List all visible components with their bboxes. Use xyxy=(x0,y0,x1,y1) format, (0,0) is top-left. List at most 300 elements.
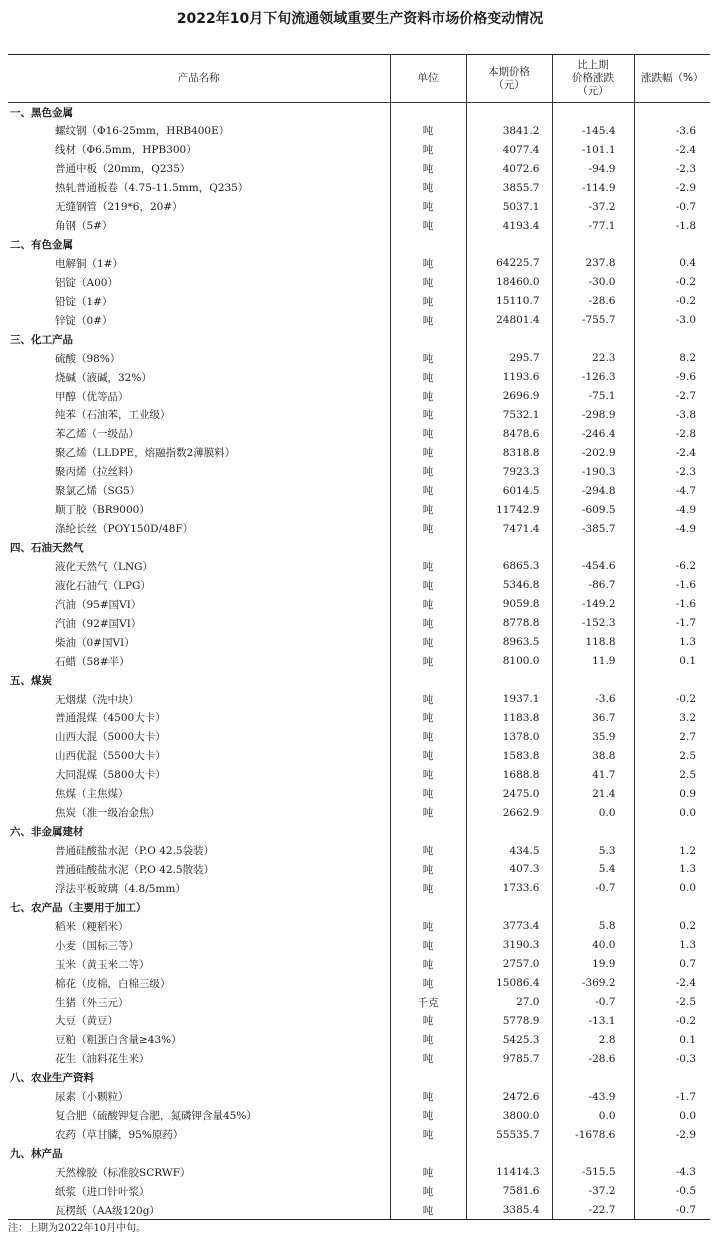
empty-cell xyxy=(466,898,552,917)
change-cell: -94.9 xyxy=(552,159,634,178)
unit-cell: 吨 xyxy=(390,576,466,595)
table-row xyxy=(8,406,710,425)
price-cell: 7581.6 xyxy=(466,1182,552,1201)
header-price-line1: 本期价格 xyxy=(488,65,530,78)
product-name: 焦炭（准一级冶金焦） xyxy=(55,807,160,820)
unit-cell: 吨 xyxy=(390,481,466,500)
table-row xyxy=(8,254,710,273)
table-row xyxy=(8,197,710,216)
product-name: 电解铜（1#） xyxy=(55,257,123,270)
unit-cell: 吨 xyxy=(390,519,466,538)
change-cell: -101.1 xyxy=(552,140,634,159)
price-cell: 1378.0 xyxy=(466,727,552,746)
unit-cell: 吨 xyxy=(390,387,466,406)
unit-cell: 吨 xyxy=(390,803,466,822)
unit-cell: 吨 xyxy=(390,765,466,784)
price-cell: 9059.8 xyxy=(466,595,552,614)
product-name: 普通硅酸盐水泥（P.O 42.5袋装） xyxy=(55,845,215,858)
unit-cell: 吨 xyxy=(390,1182,466,1201)
product-name: 液化石油气（LPG） xyxy=(55,579,151,592)
category-row xyxy=(8,822,710,841)
unit-cell: 吨 xyxy=(390,633,466,652)
product-name: 硫酸（98%） xyxy=(55,352,121,365)
unit-cell: 吨 xyxy=(390,1125,466,1144)
category-label: 八、农业生产资料 xyxy=(10,1072,94,1085)
product-name: 聚乙烯（LLDPE，熔融指数2薄膜料） xyxy=(55,447,236,460)
product-name: 浮法平板玻璃（4.8/5mm） xyxy=(55,882,186,895)
header-pct: 涨跌幅（%） xyxy=(634,55,710,103)
empty-cell xyxy=(634,1068,710,1087)
table-row xyxy=(8,349,710,368)
product-name: 稻米（粳稻米） xyxy=(55,920,129,933)
table-row xyxy=(8,765,710,784)
empty-cell xyxy=(466,235,552,254)
change-cell: -22.7 xyxy=(552,1201,634,1220)
unit-cell: 吨 xyxy=(390,424,466,443)
product-name: 纯苯（石油苯，工业级） xyxy=(55,409,171,422)
price-cell: 8478.6 xyxy=(466,424,552,443)
category-row xyxy=(8,1068,710,1087)
pct-cell: -2.5 xyxy=(634,993,710,1012)
empty-cell xyxy=(466,1068,552,1087)
table-row xyxy=(8,1163,710,1182)
unit-cell: 吨 xyxy=(390,1201,466,1220)
pct-cell: -3.6 xyxy=(634,121,710,140)
price-cell: 3773.4 xyxy=(466,917,552,936)
price-table xyxy=(8,54,710,1220)
unit-cell: 吨 xyxy=(390,311,466,330)
price-cell: 8318.8 xyxy=(466,443,552,462)
change-cell: -152.3 xyxy=(552,614,634,633)
price-cell: 5346.8 xyxy=(466,576,552,595)
pct-cell: -2.4 xyxy=(634,974,710,993)
product-name: 大豆（黄豆） xyxy=(55,1015,118,1028)
unit-cell: 千克 xyxy=(390,993,466,1012)
price-cell: 295.7 xyxy=(466,349,552,368)
table-row xyxy=(8,917,710,936)
unit-cell: 吨 xyxy=(390,557,466,576)
product-name: 无缝钢管（219*6，20#） xyxy=(55,201,183,214)
empty-cell xyxy=(634,1144,710,1163)
unit-cell: 吨 xyxy=(390,1012,466,1031)
change-cell: 11.9 xyxy=(552,652,634,671)
pct-cell: 2.5 xyxy=(634,746,710,765)
empty-cell xyxy=(466,330,552,349)
empty-cell xyxy=(634,822,710,841)
product-name: 苯乙烯（一级品） xyxy=(55,428,139,441)
pct-cell: 8.2 xyxy=(634,349,710,368)
price-cell: 1583.8 xyxy=(466,746,552,765)
pct-cell: 2.7 xyxy=(634,727,710,746)
unit-cell: 吨 xyxy=(390,178,466,197)
empty-cell xyxy=(634,330,710,349)
product-name: 铝锭（A00） xyxy=(55,276,118,289)
unit-cell: 吨 xyxy=(390,254,466,273)
header-change-line1: 比上期 xyxy=(577,59,609,71)
empty-cell xyxy=(552,538,634,557)
unit-cell: 吨 xyxy=(390,955,466,974)
table-row xyxy=(8,1030,710,1049)
unit-cell: 吨 xyxy=(390,709,466,728)
price-cell: 18460.0 xyxy=(466,273,552,292)
price-cell: 1937.1 xyxy=(466,690,552,709)
price-cell: 55535.7 xyxy=(466,1125,552,1144)
change-cell: 19.9 xyxy=(552,955,634,974)
pct-cell: -4.9 xyxy=(634,500,710,519)
table-row xyxy=(8,1201,710,1220)
table-row xyxy=(8,614,710,633)
pct-cell: 0.0 xyxy=(634,803,710,822)
category-row xyxy=(8,235,710,254)
product-name: 瓦楞纸（AA级120g） xyxy=(8,1201,390,1220)
pct-cell: 0.0 xyxy=(634,1106,710,1125)
change-cell: -28.6 xyxy=(552,292,634,311)
unit-cell: 吨 xyxy=(390,614,466,633)
pct-cell: 1.3 xyxy=(634,936,710,955)
empty-cell xyxy=(634,898,710,917)
table-row xyxy=(8,140,710,159)
unit-cell: 吨 xyxy=(390,406,466,425)
category-label: 三、化工产品 xyxy=(10,333,73,346)
price-cell: 2475.0 xyxy=(466,784,552,803)
unit-cell: 吨 xyxy=(390,974,466,993)
product-name: 纸浆（进口针叶浆） xyxy=(55,1185,150,1198)
product-name: 山西优混（5500大卡） xyxy=(55,750,166,763)
category-label: 一、黑色金属 xyxy=(10,106,73,119)
pct-cell: -4.9 xyxy=(634,519,710,538)
category-row xyxy=(8,898,710,917)
price-cell: 11414.3 xyxy=(466,1163,552,1182)
change-cell: 35.9 xyxy=(552,727,634,746)
empty-cell xyxy=(552,671,634,690)
price-cell: 7923.3 xyxy=(466,462,552,481)
empty-cell xyxy=(466,671,552,690)
change-cell: -43.9 xyxy=(552,1087,634,1106)
table-row xyxy=(8,1087,710,1106)
pct-cell: -0.5 xyxy=(634,1182,710,1201)
change-cell: -385.7 xyxy=(552,519,634,538)
change-cell: -294.8 xyxy=(552,481,634,500)
table-row xyxy=(8,709,710,728)
price-cell: 8100.0 xyxy=(466,652,552,671)
price-cell: 5425.3 xyxy=(466,1030,552,1049)
unit-cell: 吨 xyxy=(390,917,466,936)
pct-cell: -1.6 xyxy=(634,576,710,595)
empty-cell xyxy=(390,103,466,122)
unit-cell: 吨 xyxy=(390,784,466,803)
price-cell: 434.5 xyxy=(466,841,552,860)
change-cell: 22.3 xyxy=(552,349,634,368)
product-name: 汽油（92#国VI） xyxy=(55,617,142,630)
product-name: 聚氯乙烯（SG5） xyxy=(55,485,141,498)
header-product-name: 产品名称 xyxy=(8,55,390,103)
unit-cell: 吨 xyxy=(390,690,466,709)
unit-cell: 吨 xyxy=(390,879,466,898)
table-row xyxy=(8,121,710,140)
table-row xyxy=(8,216,710,235)
product-name: 聚丙烯（拉丝料） xyxy=(55,466,139,479)
change-cell: 2.8 xyxy=(552,1030,634,1049)
unit-cell: 吨 xyxy=(390,1049,466,1068)
header-change-line2: 价格涨跌 xyxy=(572,72,614,84)
product-name: 无烟煤（洗中块） xyxy=(55,693,139,706)
unit-cell: 吨 xyxy=(390,349,466,368)
product-name: 铅锭（1#） xyxy=(55,295,113,308)
change-cell: 36.7 xyxy=(552,709,634,728)
product-name: 复合肥（硫酸钾复合肥，氮磷钾含量45%） xyxy=(55,1110,257,1123)
product-name: 柴油（0#国VI） xyxy=(55,636,135,649)
header-change-line3: （元） xyxy=(577,85,609,97)
price-cell: 1733.6 xyxy=(466,879,552,898)
pct-cell: -2.4 xyxy=(634,443,710,462)
empty-cell xyxy=(552,1068,634,1087)
unit-cell: 吨 xyxy=(390,197,466,216)
empty-cell xyxy=(390,235,466,254)
category-label: 四、石油天然气 xyxy=(10,542,84,555)
empty-cell xyxy=(634,538,710,557)
table-row xyxy=(8,860,710,879)
product-name: 玉米（黄玉米二等） xyxy=(55,958,150,971)
table-row xyxy=(8,690,710,709)
change-cell: 118.8 xyxy=(552,633,634,652)
product-name: 锌锭（0#） xyxy=(55,314,113,327)
price-cell: 15086.4 xyxy=(466,974,552,993)
unit-cell: 吨 xyxy=(390,1163,466,1182)
table-row xyxy=(8,595,710,614)
empty-cell xyxy=(552,330,634,349)
price-cell: 4193.4 xyxy=(466,216,552,235)
pct-cell: -4.3 xyxy=(634,1163,710,1182)
unit-cell: 吨 xyxy=(390,273,466,292)
table-row xyxy=(8,841,710,860)
table-row xyxy=(8,292,710,311)
change-cell: 5.3 xyxy=(552,841,634,860)
change-cell: -755.7 xyxy=(552,311,634,330)
table-row xyxy=(8,500,710,519)
empty-cell xyxy=(466,103,552,122)
change-cell: -37.2 xyxy=(552,197,634,216)
unit-cell: 吨 xyxy=(390,727,466,746)
table-row xyxy=(8,424,710,443)
unit-cell: 吨 xyxy=(390,860,466,879)
product-name: 小麦（国标三等） xyxy=(55,939,139,952)
product-name: 顺丁胶（BR9000） xyxy=(55,504,150,517)
empty-cell xyxy=(466,1144,552,1163)
footnote: 注：上期为2022年10月中旬。 xyxy=(8,1223,147,1234)
pct-cell: -3.8 xyxy=(634,406,710,425)
table-row xyxy=(8,993,710,1012)
change-cell: -145.4 xyxy=(552,121,634,140)
unit-cell: 吨 xyxy=(390,443,466,462)
table-row xyxy=(8,1182,710,1201)
pct-cell: -2.3 xyxy=(634,159,710,178)
table-row xyxy=(8,746,710,765)
unit-cell: 吨 xyxy=(390,159,466,178)
price-cell: 15110.7 xyxy=(466,292,552,311)
change-cell: 38.8 xyxy=(552,746,634,765)
unit-cell: 吨 xyxy=(390,1106,466,1125)
pct-cell: -1.8 xyxy=(634,216,710,235)
price-cell: 3385.4 xyxy=(466,1201,552,1220)
change-cell: 41.7 xyxy=(552,765,634,784)
change-cell: -190.3 xyxy=(552,462,634,481)
table-row xyxy=(8,727,710,746)
product-name: 普通硅酸盐水泥（P.O 42.5散装） xyxy=(55,863,215,876)
category-row xyxy=(8,1144,710,1163)
change-cell: 237.8 xyxy=(552,254,634,273)
change-cell: -149.2 xyxy=(552,595,634,614)
price-cell: 5037.1 xyxy=(466,197,552,216)
pct-cell: 0.4 xyxy=(634,254,710,273)
header-unit: 单位 xyxy=(390,55,466,103)
change-cell: -369.2 xyxy=(552,974,634,993)
product-name: 汽油（95#国VI） xyxy=(55,598,142,611)
category-label: 九、林产品 xyxy=(10,1148,63,1161)
change-cell: -3.6 xyxy=(552,690,634,709)
price-cell: 27.0 xyxy=(466,993,552,1012)
table-row xyxy=(8,557,710,576)
pct-cell: -0.2 xyxy=(634,1012,710,1031)
table-header xyxy=(8,55,710,103)
product-name: 普通混煤（4500大卡） xyxy=(55,712,166,725)
header-change xyxy=(552,55,634,103)
page-title: 2022年10月下旬流通领域重要生产资料市场价格变动情况 xyxy=(176,11,544,27)
product-name: 大同混煤（5800大卡） xyxy=(55,769,166,782)
price-cell: 1688.8 xyxy=(466,765,552,784)
change-cell: -454.6 xyxy=(552,557,634,576)
pct-cell: -1.6 xyxy=(634,595,710,614)
pct-cell: -2.9 xyxy=(634,1125,710,1144)
unit-cell: 吨 xyxy=(390,121,466,140)
change-cell: -75.1 xyxy=(552,387,634,406)
empty-cell xyxy=(552,103,634,122)
pct-cell: -3.0 xyxy=(634,311,710,330)
unit-cell: 吨 xyxy=(390,292,466,311)
empty-cell xyxy=(634,671,710,690)
price-cell: 407.3 xyxy=(466,860,552,879)
table-row xyxy=(8,974,710,993)
table-row xyxy=(8,462,710,481)
table-row xyxy=(8,178,710,197)
pct-cell: 2.5 xyxy=(634,765,710,784)
change-cell: -114.9 xyxy=(552,178,634,197)
pct-cell: -2.4 xyxy=(634,140,710,159)
price-cell: 9785.7 xyxy=(466,1049,552,1068)
table-row xyxy=(8,311,710,330)
category-label: 五、煤炭 xyxy=(10,674,52,687)
pct-cell: -0.2 xyxy=(634,292,710,311)
table-row xyxy=(8,443,710,462)
price-cell: 6014.5 xyxy=(466,481,552,500)
product-name: 石蜡（58#半） xyxy=(55,655,130,668)
empty-cell xyxy=(634,103,710,122)
change-cell: -126.3 xyxy=(552,368,634,387)
empty-cell xyxy=(390,898,466,917)
pct-cell: -1.7 xyxy=(634,1087,710,1106)
change-cell: 5.8 xyxy=(552,917,634,936)
price-cell: 11742.9 xyxy=(466,500,552,519)
empty-cell xyxy=(466,538,552,557)
unit-cell: 吨 xyxy=(390,1030,466,1049)
pct-cell: 0.7 xyxy=(634,955,710,974)
pct-cell: -2.3 xyxy=(634,462,710,481)
unit-cell: 吨 xyxy=(390,936,466,955)
table-body xyxy=(8,103,710,1220)
category-row xyxy=(8,538,710,557)
price-cell: 6865.3 xyxy=(466,557,552,576)
empty-cell xyxy=(634,235,710,254)
price-cell: 4077.4 xyxy=(466,140,552,159)
table-row xyxy=(8,273,710,292)
pct-cell: -2.9 xyxy=(634,178,710,197)
product-name: 焦煤（主焦煤） xyxy=(55,788,129,801)
empty-cell xyxy=(552,898,634,917)
empty-cell xyxy=(390,1144,466,1163)
price-cell: 1183.8 xyxy=(466,709,552,728)
price-cell: 7532.1 xyxy=(466,406,552,425)
pct-cell: 0.0 xyxy=(634,879,710,898)
empty-cell xyxy=(390,1068,466,1087)
change-cell: -37.2 xyxy=(552,1182,634,1201)
product-name: 天然橡胶（标准胶SCRWF） xyxy=(55,1166,191,1179)
pct-cell: 0.1 xyxy=(634,1030,710,1049)
pct-cell: 0.2 xyxy=(634,917,710,936)
empty-cell xyxy=(390,822,466,841)
product-name: 线材（Φ6.5mm，HPB300） xyxy=(55,144,197,157)
pct-cell: -0.2 xyxy=(634,273,710,292)
price-cell: 24801.4 xyxy=(466,311,552,330)
price-cell: 2662.9 xyxy=(466,803,552,822)
product-name: 花生（油料花生米） xyxy=(55,1053,150,1066)
pct-cell: -0.2 xyxy=(634,690,710,709)
category-row xyxy=(8,330,710,349)
price-cell: 3841.2 xyxy=(466,121,552,140)
pct-cell: 1.2 xyxy=(634,841,710,860)
product-name: 棉花（皮棉，白棉三级） xyxy=(55,977,171,990)
change-cell: 0.0 xyxy=(552,1106,634,1125)
table-row xyxy=(8,481,710,500)
change-cell: -298.9 xyxy=(552,406,634,425)
product-name: 角钢（5#） xyxy=(55,220,113,233)
pct-cell: 0.1 xyxy=(634,652,710,671)
pct-cell: 1.3 xyxy=(634,633,710,652)
product-name: 液化天然气（LNG） xyxy=(55,560,154,573)
price-cell: 2757.0 xyxy=(466,955,552,974)
price-cell: 3855.7 xyxy=(466,178,552,197)
unit-cell: 吨 xyxy=(390,595,466,614)
table-row xyxy=(8,519,710,538)
table-row xyxy=(8,368,710,387)
table-row xyxy=(8,633,710,652)
unit-cell: 吨 xyxy=(390,652,466,671)
change-cell: -30.0 xyxy=(552,273,634,292)
table-row xyxy=(8,803,710,822)
pct-cell: 1.3 xyxy=(634,860,710,879)
product-name: 烧碱（液碱，32%） xyxy=(55,371,152,384)
pct-cell: -0.3 xyxy=(634,1049,710,1068)
change-cell: -86.7 xyxy=(552,576,634,595)
pct-cell: 3.2 xyxy=(634,709,710,728)
table-row xyxy=(8,652,710,671)
change-cell: 5.4 xyxy=(552,860,634,879)
category-row xyxy=(8,671,710,690)
unit-cell: 吨 xyxy=(390,841,466,860)
product-name: 豆粕（粗蛋白含量≥43%） xyxy=(55,1034,182,1047)
price-cell: 2696.9 xyxy=(466,387,552,406)
empty-cell xyxy=(552,235,634,254)
unit-cell: 吨 xyxy=(390,462,466,481)
product-name: 涤纶长丝（POY150D/48F） xyxy=(55,523,194,536)
